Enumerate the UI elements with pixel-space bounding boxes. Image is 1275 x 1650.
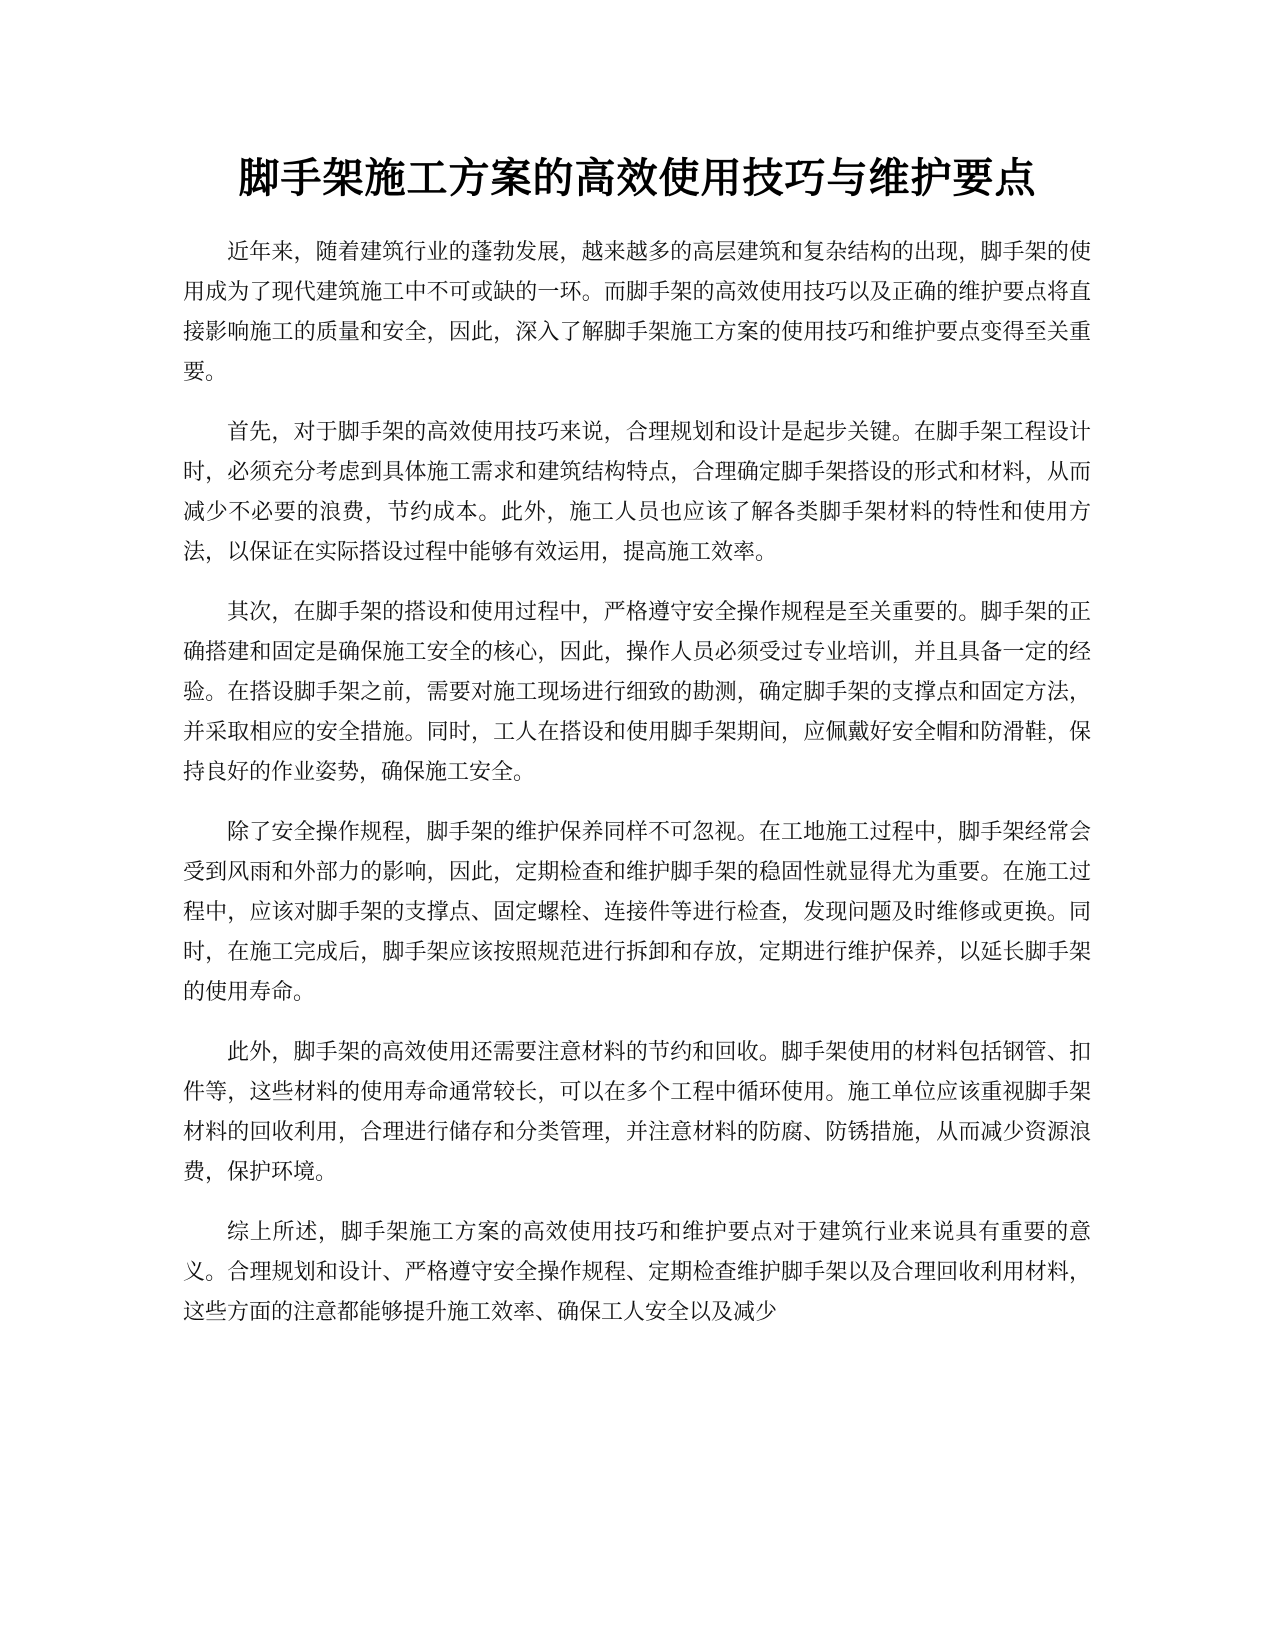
paragraph-intro: 近年来，随着建筑行业的蓬勃发展，越来越多的高层建筑和复杂结构的出现，脚手架的使用成为了现代建筑施工中不可或缺的一环。而脚手架的高效使用技巧以及正确的维护要点将直接影响施工的质量和安全，因此，深入了解脚手架施工方案的使用技巧和维护要点变得至关重要。	[183, 240, 1091, 385]
paragraph-maintenance: 除了安全操作规程，脚手架的维护保养同样不可忽视。在工地施工过程中，脚手架经常会受到风雨和外部力的影响，因此，定期检查和维护脚手架的稳固性就显得尤为重要。在施工过程中，应该对脚手架的支撑点、固定螺栓、连接件等进行检查，发现问题及时维修或更换。同时，在施工完成后，脚手架应该按照规范进行拆卸和存放，定期进行维护保养，以延长脚手架的使用寿命。	[183, 820, 1091, 1005]
document-body	[183, 233, 1091, 1353]
document-title: 脚手架施工方案的高效使用技巧与维护要点	[238, 154, 1037, 202]
paragraph-safety: 其次，在脚手架的搭设和使用过程中，严格遵守安全操作规程是至关重要的。脚手架的正确搭建和固定是确保施工安全的核心，因此，操作人员必须受过专业培训，并且具备一定的经验。在搭设脚手架之前，需要对施工现场进行细致的勘测，确定脚手架的支撑点和固定方法，并采取相应的安全措施。同时，工人在搭设和使用脚手架期间，应佩戴好安全帽和防滑鞋，保持良好的作业姿势，确保施工安全。	[183, 600, 1091, 785]
paragraph-summary: 综上所述，脚手架施工方案的高效使用技巧和维护要点对于建筑行业来说具有重要的意义。合理规划和设计、严格遵守安全操作规程、定期检查维护脚手架以及合理回收利用材料，这些方面的注意都能够提升施工效率、确保工人安全以及减少	[183, 1220, 1091, 1325]
paragraph-planning: 首先，对于脚手架的高效使用技巧来说，合理规划和设计是起步关键。在脚手架工程设计时，必须充分考虑到具体施工需求和建筑结构特点，合理确定脚手架搭设的形式和材料，从而减少不必要的浪费，节约成本。此外，施工人员也应该了解各类脚手架材料的特性和使用方法，以保证在实际搭设过程中能够有效运用，提高施工效率。	[183, 420, 1091, 565]
paragraph-recycling: 此外，脚手架的高效使用还需要注意材料的节约和回收。脚手架使用的材料包括钢管、扣件等，这些材料的使用寿命通常较长，可以在多个工程中循环使用。施工单位应该重视脚手架材料的回收利用，合理进行储存和分类管理，并注意材料的防腐、防锈措施，从而减少资源浪费，保护环境。	[183, 1040, 1091, 1185]
